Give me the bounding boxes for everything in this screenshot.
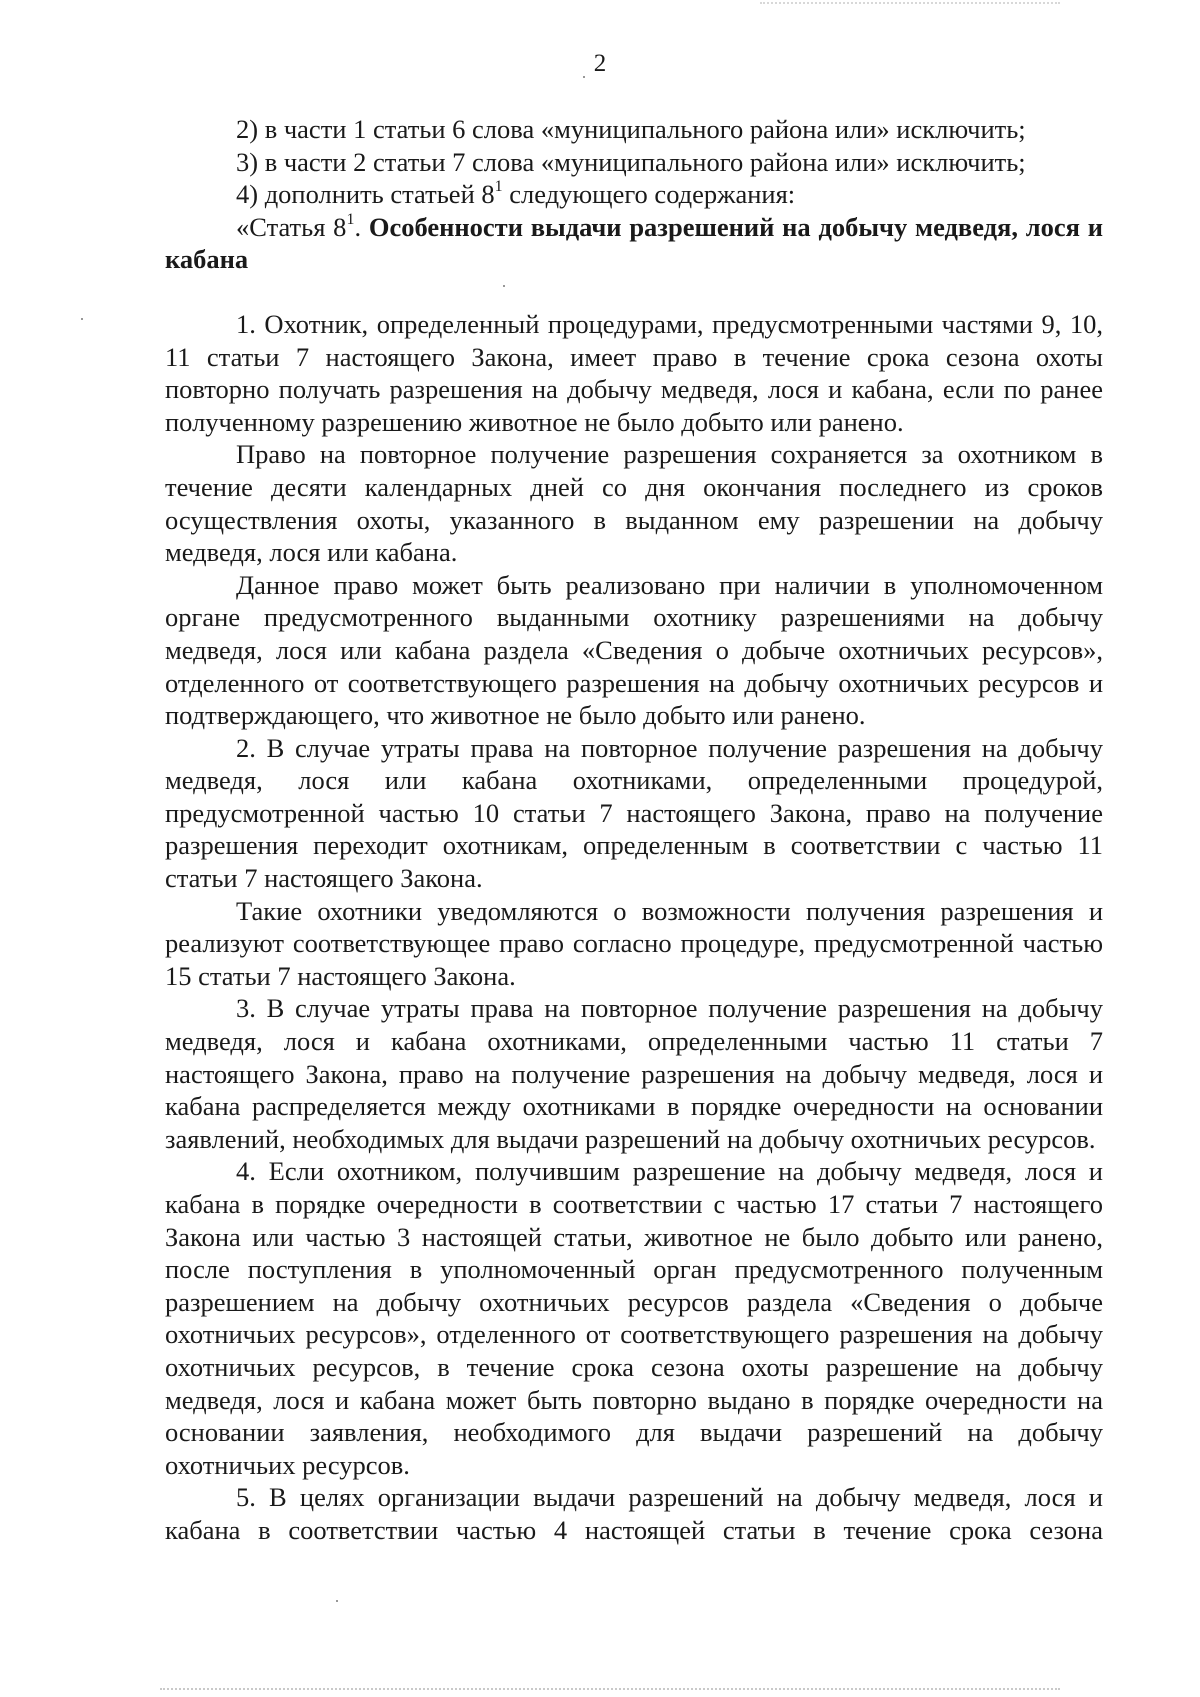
scan-edge-top: [760, 2, 1060, 4]
superscript: 1: [494, 178, 503, 196]
scan-speck: [336, 1600, 338, 1602]
article-title: Особенности выдачи разрешений на добычу медведя, лося и кабана: [165, 211, 1104, 275]
amendment-item-4-text: 4) дополнить статьей 8: [236, 179, 495, 210]
paragraph-4: 4. Если охотником, получившим разрешение на добычу медведя, лося и кабана в порядке очередности в соответствии с частью 17 статьи 7 настоящего Закона или частью 3 настоящей статьи, животное не было добыто или ранено, после поступления в уполномоченный орган предусмотренного полученным разрешением на добычу охотничьих ресурсов раздела «Сведения о добыче охотничьих ресурсов», отделенного от соответствующего разрешения на добычу охотничьих ресурсов, в течение срока сезона охоты разрешение на добычу медведя, лося и кабана может быть повторно выдано в порядке очередности на основании заявления, необходимого для выдачи разрешений на добычу охотничьих ресурсов.: [165, 1156, 1103, 1480]
amendment-item-2: 2) в части 1 статьи 6 слова «муниципального района или» исключить;: [236, 114, 1026, 144]
article-label: «Статья 8: [236, 211, 347, 242]
paragraph-2: 2. В случае утраты права на повторное получение разрешения на добычу медведя, лося или кабана охотниками, определенными процедурой, предусмотренной частью 10 статьи 7 настоящего Закона, право на получение разрешения переходит охотникам, определенным в соответствии с частью 11 статьи 7 настоящего Закона.: [165, 732, 1103, 894]
scan-edge-bottom: [160, 1688, 1060, 1690]
superscript: 1: [346, 210, 355, 228]
paragraph-2-notification: Такие охотники уведомляются о возможности получения разрешения и реализуют соответствующее право согласно процедуре, предусмотренной частью 15 статьи 7 настоящего Закона.: [165, 895, 1103, 991]
paragraph-5: 5. В целях организации выдачи разрешений на добычу медведя, лося и кабана в соответствии частью 4 настоящей статьи в течение срока сезона: [165, 1482, 1103, 1545]
amendment-item-3: 3) в части 2 статьи 7 слова «муниципального района или» исключить;: [236, 146, 1026, 177]
paragraph-1: 1. Охотник, определенный процедурами, предусмотренными частями 9, 10, 11 статьи 7 настоящего Закона, имеет право в течение срока сезона охоты повторно получать разрешения на добычу медведя, лося и кабана, если по ранее полученному разрешению животное не было добыто или ранено.: [165, 308, 1103, 437]
paragraph-3: 3. В случае утраты права на повторное получение разрешения на добычу медведя, лося и кабана охотниками, определенными частью 11 статьи 7 настоящего Закона, право на получение разрешения на добычу медведя, лося и кабана распределяется между охотниками в порядке очередности на основании заявлений, необходимых для выдачи разрешений на добычу охотничьих ресурсов.: [165, 993, 1103, 1154]
scan-speck: [503, 285, 505, 287]
paragraph-1-realization: Данное право может быть реализовано при наличии в уполномоченном органе предусмотренного выданными охотнику разрешениями на добычу медведя, лося или кабана раздела «Сведения о добыче охотничьих ресурсов», отделенного от соответствующего разрешения на добычу охотничьих ресурсов и подтверждающего, что животное не было добыто или ранено.: [165, 569, 1103, 731]
article-label-dot: .: [354, 211, 362, 242]
document-body: [165, 113, 1103, 1547]
amendment-item-4-rest: следующего содержания:: [502, 179, 796, 210]
page-number: 2: [593, 50, 607, 77]
blank-line: [165, 276, 1103, 308]
scan-speck: [583, 76, 585, 78]
amendment-item-4: [165, 178, 1103, 211]
article-heading: [165, 211, 1103, 276]
scan-speck: [81, 318, 83, 320]
paragraph-1-right: Право на повторное получение разрешения сохраняется за охотником в течение десяти календарных дней со дня окончания последнего из сроков осуществления охоты, указанного в выданном ему разрешении на добычу медведя, лося или кабана.: [165, 439, 1103, 568]
